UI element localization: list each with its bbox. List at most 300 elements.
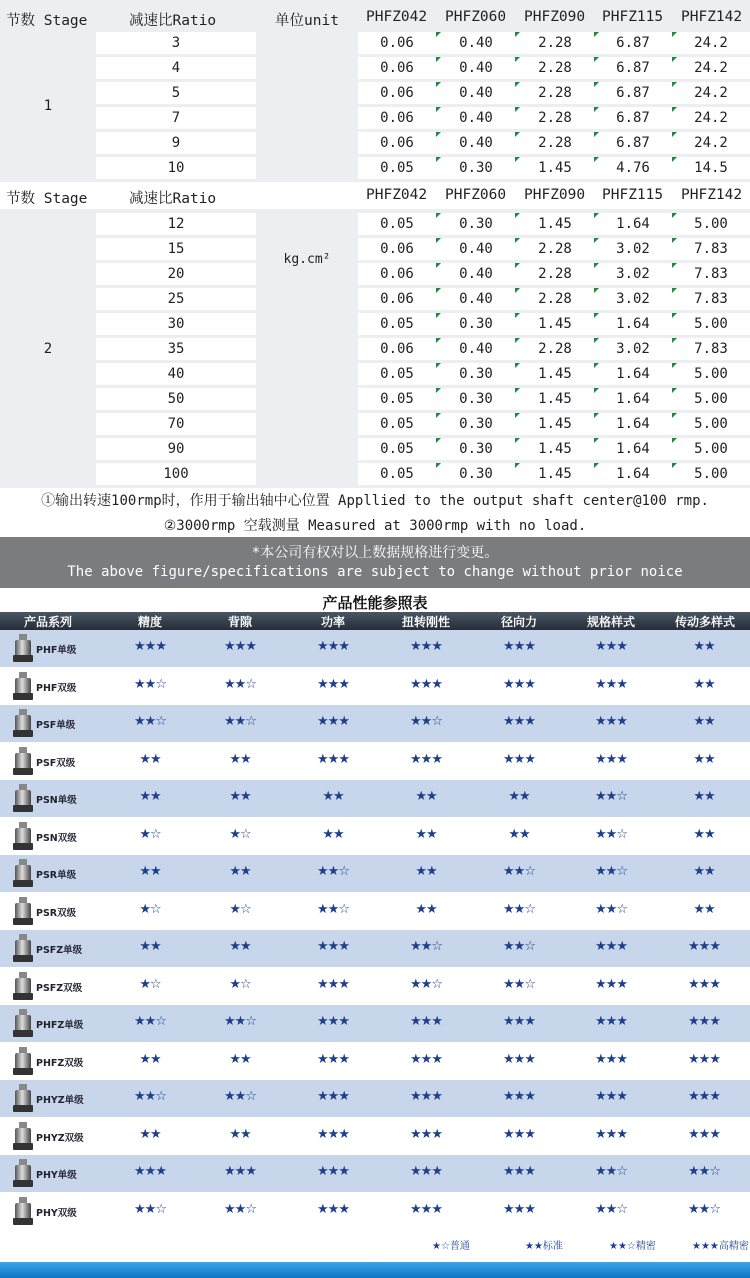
header-model: PHFZ042	[366, 187, 428, 203]
table-row	[0, 238, 750, 260]
cell-marker	[515, 313, 520, 318]
product-name: PSFZ单级	[36, 945, 83, 956]
star-rating: ★★	[139, 1051, 161, 1067]
inertia-value: 1.45	[538, 441, 572, 457]
inertia-value: 3.02	[616, 241, 650, 257]
table-row	[0, 132, 750, 154]
star-rating: ★★★	[688, 1014, 720, 1029]
inertia-value: 1.45	[538, 216, 572, 232]
star-rating: ★★★	[688, 1051, 720, 1067]
star-rating: ★★☆	[503, 976, 535, 992]
star-rating: ★★★	[595, 1014, 627, 1029]
inertia-value: 6.87	[616, 85, 650, 101]
star-rating: ★★★	[503, 1014, 535, 1029]
inertia-value: 2.28	[538, 35, 572, 51]
star-rating: ★★	[415, 789, 437, 804]
star-rating: ★★★	[410, 1051, 442, 1067]
cell-marker	[515, 32, 520, 37]
star-rating: ★★★	[595, 676, 627, 692]
values-cell	[358, 413, 750, 435]
values-cell	[358, 263, 750, 285]
product-row	[0, 1005, 750, 1042]
gearbox-icon	[11, 708, 35, 739]
values-cell	[358, 157, 750, 179]
inertia-value: 0.05	[380, 160, 414, 176]
product-row	[0, 930, 750, 967]
star-rating: ★★★	[410, 751, 442, 767]
legend-item: ★★☆精密	[609, 1241, 656, 1252]
star-rating: ★★★	[410, 1164, 442, 1179]
col-header: 精度	[137, 615, 162, 629]
cell-marker	[515, 338, 520, 343]
star-rating: ★★☆	[317, 901, 349, 917]
cell-marker	[672, 313, 677, 318]
ratio-cell: 50	[96, 388, 256, 410]
header-model: PHFZ090	[524, 9, 586, 25]
star-rating: ★★	[229, 864, 251, 879]
star-rating: ★★☆	[595, 826, 627, 842]
cell-marker	[436, 463, 441, 468]
values-cell	[358, 288, 750, 310]
product-row	[0, 743, 750, 780]
star-rating: ★★★	[595, 939, 627, 954]
cell-marker	[594, 213, 599, 218]
product-name: PSF单级	[36, 720, 76, 731]
cell-marker	[436, 82, 441, 87]
table-row	[0, 213, 750, 235]
star-rating: ★★☆	[134, 1089, 166, 1104]
star-rating: ★★★	[317, 751, 349, 767]
values-cell	[358, 313, 750, 335]
cell-marker	[515, 413, 520, 418]
star-rating: ★☆	[229, 826, 251, 842]
inertia-value: 24.2	[694, 110, 728, 126]
cell-marker	[436, 338, 441, 343]
gearbox-icon	[11, 896, 35, 927]
product-row	[0, 780, 750, 817]
cell-marker	[672, 288, 677, 293]
star-rating: ★★★	[688, 939, 720, 954]
legend-item: ★★标准	[525, 1241, 563, 1252]
star-rating: ★★★	[410, 639, 442, 654]
cell-marker	[436, 57, 441, 62]
inertia-value: 0.06	[380, 60, 414, 76]
star-rating: ★★☆	[410, 976, 442, 992]
inertia-value: 0.06	[380, 110, 414, 126]
cell-marker	[672, 438, 677, 443]
star-rating: ★★★	[317, 676, 349, 692]
header-model: PHFZ142	[681, 9, 743, 25]
inertia-value: 1.45	[538, 316, 572, 332]
star-rating: ★★★	[410, 676, 442, 692]
star-rating: ★★	[322, 826, 344, 842]
ratio-cell: 7	[96, 107, 256, 129]
cell-marker	[436, 388, 441, 393]
star-rating: ★★	[693, 751, 715, 767]
inertia-value: 0.05	[380, 316, 414, 332]
inertia-value: 7.83	[694, 266, 728, 282]
header-stage: 节数 Stage	[6, 13, 88, 29]
inertia-value: 7.83	[694, 291, 728, 307]
inertia-value: 24.2	[694, 135, 728, 151]
values-cell	[358, 463, 750, 485]
table-row	[0, 313, 750, 335]
star-rating: ★★★	[503, 639, 535, 654]
legend-item: ★☆普通	[432, 1241, 470, 1252]
inertia-value: 0.40	[459, 266, 493, 282]
inertia-value: 2.28	[538, 241, 572, 257]
gearbox-icon	[11, 1083, 35, 1114]
star-rating: ★★☆	[317, 864, 349, 879]
cell-marker	[515, 263, 520, 268]
cell-marker	[672, 213, 677, 218]
cell-marker	[515, 57, 520, 62]
product-name: PSFZ双级	[36, 982, 83, 994]
cell-marker	[515, 463, 520, 468]
gearbox-icon	[11, 746, 35, 777]
star-rating: ★★☆	[595, 864, 627, 879]
cell-marker	[672, 157, 677, 162]
star-rating: ★★	[139, 789, 161, 804]
product-row	[0, 1080, 750, 1117]
cell-marker	[594, 338, 599, 343]
star-rating: ★★★	[317, 639, 349, 654]
star-rating: ★★☆	[688, 1164, 720, 1179]
star-rating: ★★☆	[134, 676, 166, 692]
star-rating: ★★☆	[134, 714, 166, 729]
inertia-value: 0.05	[380, 466, 414, 482]
inertia-value: 2.28	[538, 341, 572, 357]
inertia-value: 2.28	[538, 110, 572, 126]
table-row	[0, 288, 750, 310]
table-header-stage1	[0, 6, 750, 31]
gearbox-icon	[11, 671, 35, 702]
legend-item: ★★★高精密	[692, 1241, 749, 1252]
inertia-value: 2.28	[538, 135, 572, 151]
star-rating: ★★★	[595, 1051, 627, 1067]
ratio-cell: 3	[96, 32, 256, 54]
inertia-value: 1.64	[616, 466, 650, 482]
cell-marker	[594, 463, 599, 468]
header-model: PHFZ042	[366, 9, 428, 25]
table-row	[0, 82, 750, 104]
header-stage: 节数 Stage	[6, 191, 88, 207]
star-rating: ★★☆	[595, 901, 627, 917]
product-name: PHFZ单级	[36, 1020, 84, 1031]
cell-marker	[436, 313, 441, 318]
star-rating: ★★	[229, 939, 251, 954]
inertia-value: 1.45	[538, 366, 572, 382]
inertia-value: 1.64	[616, 216, 650, 232]
star-rating: ★★	[139, 751, 161, 767]
inertia-value: 24.2	[694, 85, 728, 101]
ratio-cell: 35	[96, 338, 256, 360]
inertia-value: 0.06	[380, 85, 414, 101]
star-rating: ★☆	[229, 976, 251, 992]
inertia-value: 1.45	[538, 466, 572, 482]
inertia-value: 0.06	[380, 291, 414, 307]
product-row	[0, 1155, 750, 1192]
star-rating: ★★★	[595, 1089, 627, 1104]
header-model: PHFZ060	[445, 187, 507, 203]
ratio-cell: 20	[96, 263, 256, 285]
cell-marker	[515, 438, 520, 443]
product-row	[0, 818, 750, 855]
table-row	[0, 263, 750, 285]
cell-marker	[672, 413, 677, 418]
cell-marker	[672, 363, 677, 368]
inertia-value: 1.64	[616, 416, 650, 432]
unit-value: kg.cm²	[283, 252, 331, 267]
header-model: PHFZ142	[681, 187, 743, 203]
star-rating: ★★	[229, 1126, 251, 1142]
cell-marker	[672, 463, 677, 468]
product-row	[0, 668, 750, 705]
star-rating: ★★☆	[224, 714, 256, 729]
inertia-value: 1.45	[538, 416, 572, 432]
inertia-value: 2.28	[538, 85, 572, 101]
legend	[0, 1237, 750, 1257]
cell-marker	[515, 82, 520, 87]
disclaimer-cn: *本公司有权对以上数据规格进行变更。	[251, 545, 499, 561]
star-rating: ★★★	[595, 714, 627, 729]
product-name: PHF双级	[36, 682, 77, 694]
star-rating: ★★★	[224, 639, 256, 654]
inertia-value: 5.00	[694, 466, 728, 482]
table-header-stage2	[0, 184, 750, 209]
disclaimer-en: The above figure/specifications are subject to change without prior noice	[67, 564, 683, 580]
product-row	[0, 855, 750, 892]
product-row	[0, 1118, 750, 1155]
star-rating: ★☆	[139, 901, 161, 917]
inertia-value: 5.00	[694, 316, 728, 332]
star-rating: ★★	[508, 789, 530, 804]
star-rating: ★★	[693, 789, 715, 804]
gearbox-icon	[11, 1121, 35, 1152]
inertia-value: 3.02	[616, 291, 650, 307]
inertia-value: 0.40	[459, 241, 493, 257]
inertia-value: 0.40	[459, 35, 493, 51]
star-rating: ★★★	[317, 1126, 349, 1142]
col-header: 产品系列	[23, 615, 72, 629]
inertia-value: 0.30	[459, 316, 493, 332]
inertia-value: 4.76	[616, 160, 650, 176]
performance-table	[0, 588, 750, 1278]
star-rating: ★★★	[503, 1201, 535, 1217]
inertia-value: 5.00	[694, 216, 728, 232]
ratio-cell: 90	[96, 438, 256, 460]
cell-marker	[515, 132, 520, 137]
gearbox-icon	[11, 858, 35, 889]
star-rating: ★★☆	[224, 1201, 256, 1217]
ratio-cell: 40	[96, 363, 256, 385]
cell-marker	[436, 157, 441, 162]
star-rating: ★★☆	[688, 1201, 720, 1217]
star-rating: ★★★	[503, 676, 535, 692]
cell-marker	[594, 32, 599, 37]
inertia-value: 3.02	[616, 266, 650, 282]
inertia-value: 0.05	[380, 366, 414, 382]
col-header: 规格样式	[586, 615, 635, 629]
inertia-value: 0.30	[459, 391, 493, 407]
star-rating: ★★★	[595, 639, 627, 654]
cell-marker	[594, 132, 599, 137]
cell-marker	[672, 388, 677, 393]
col-header: 背隙	[227, 615, 252, 629]
gearbox-icon	[11, 633, 35, 664]
cell-marker	[594, 438, 599, 443]
cell-marker	[436, 263, 441, 268]
star-rating: ★★★	[317, 1014, 349, 1029]
inertia-value: 0.06	[380, 135, 414, 151]
star-rating: ★★	[693, 676, 715, 692]
star-rating: ★★	[508, 826, 530, 842]
star-rating: ★★	[139, 1126, 161, 1142]
values-cell	[358, 107, 750, 129]
inertia-value: 1.45	[538, 160, 572, 176]
header-model: PHFZ115	[602, 187, 664, 203]
star-rating: ★★	[415, 864, 437, 879]
product-row	[0, 630, 750, 667]
cell-marker	[594, 263, 599, 268]
inertia-value: 24.2	[694, 35, 728, 51]
col-header: 扭转刚性	[401, 615, 450, 629]
inertia-value: 5.00	[694, 366, 728, 382]
cell-marker	[515, 238, 520, 243]
values-cell	[358, 338, 750, 360]
inertia-value: 1.64	[616, 441, 650, 457]
product-name: PHYZ单级	[36, 1095, 84, 1106]
star-rating: ★★★	[410, 1014, 442, 1029]
product-name: PSF双级	[36, 757, 76, 769]
cell-marker	[515, 363, 520, 368]
stage1-label: 1	[43, 98, 53, 114]
star-rating: ★★	[229, 789, 251, 804]
product-name: PHF单级	[36, 645, 77, 656]
star-rating: ★★★	[410, 1089, 442, 1104]
table-row	[0, 388, 750, 410]
cell-marker	[436, 438, 441, 443]
values-cell	[358, 132, 750, 154]
star-rating: ★★★	[688, 976, 720, 992]
header-model: PHFZ090	[524, 187, 586, 203]
star-rating: ★★	[415, 901, 437, 917]
gearbox-icon	[11, 1196, 35, 1227]
product-row	[0, 1043, 750, 1080]
star-rating: ★★	[693, 901, 715, 917]
gearbox-icon	[11, 783, 35, 814]
table-row	[0, 438, 750, 460]
star-rating: ★★★	[503, 1164, 535, 1179]
cell-marker	[436, 238, 441, 243]
star-rating: ★★☆	[134, 1201, 166, 1217]
star-rating: ★☆	[139, 826, 161, 842]
inertia-value: 7.83	[694, 341, 728, 357]
star-rating: ★★★	[317, 1051, 349, 1067]
header-model: PHFZ060	[445, 9, 507, 25]
values-cell	[358, 238, 750, 260]
cell-marker	[436, 32, 441, 37]
product-name: PSR双级	[36, 907, 77, 919]
header-model: PHFZ115	[602, 9, 664, 25]
table-row	[0, 463, 750, 485]
inertia-value: 6.87	[616, 35, 650, 51]
note-2: ②3000rmp 空载测量 Measured at 3000rmp with no load.	[163, 518, 587, 534]
cell-marker	[594, 107, 599, 112]
star-rating: ★★★	[317, 714, 349, 729]
table-row	[0, 363, 750, 385]
table-row	[0, 157, 750, 179]
note-1: ①输出转速100rmp时，作用于输出轴中心位置 Appllied to the output shaft center@100 rmp.	[41, 493, 709, 509]
inertia-value: 0.06	[380, 35, 414, 51]
gearbox-icon	[11, 1158, 35, 1189]
gearbox-icon	[11, 1046, 35, 1077]
ratio-cell: 25	[96, 288, 256, 310]
inertia-value: 0.30	[459, 466, 493, 482]
star-rating: ★★	[415, 826, 437, 842]
inertia-value: 0.40	[459, 85, 493, 101]
cell-marker	[515, 388, 520, 393]
cell-marker	[672, 82, 677, 87]
ratio-cell: 100	[96, 463, 256, 485]
cell-marker	[436, 363, 441, 368]
star-rating: ★★★	[503, 1089, 535, 1104]
col-header: 功率	[320, 615, 345, 629]
star-rating: ★★	[693, 864, 715, 879]
inertia-value: 1.64	[616, 391, 650, 407]
star-rating: ★★★	[317, 939, 349, 954]
header-unit: 单位unit	[275, 13, 339, 29]
inertia-value: 0.30	[459, 216, 493, 232]
star-rating: ★★☆	[224, 1014, 256, 1029]
values-cell	[358, 363, 750, 385]
inertia-value: 2.28	[538, 291, 572, 307]
star-rating: ★★★	[595, 751, 627, 767]
inertia-value: 0.40	[459, 60, 493, 76]
inertia-value: 0.40	[459, 135, 493, 151]
product-row	[0, 968, 750, 1005]
star-rating: ★★☆	[503, 901, 535, 917]
table-row	[0, 57, 750, 79]
cell-marker	[672, 57, 677, 62]
cell-marker	[672, 132, 677, 137]
star-rating: ★★★	[688, 1089, 720, 1104]
performance-header	[0, 612, 750, 630]
star-rating: ★★☆	[503, 939, 535, 954]
ratio-cell: 70	[96, 413, 256, 435]
star-rating: ★★☆	[595, 789, 627, 804]
col-header: 传动多样式	[674, 615, 735, 629]
inertia-value: 0.06	[380, 241, 414, 257]
inertia-value: 0.40	[459, 110, 493, 126]
star-rating: ★★★	[503, 1051, 535, 1067]
star-rating: ★★★	[595, 1126, 627, 1142]
values-cell	[358, 213, 750, 235]
table-row	[0, 338, 750, 360]
values-cell	[358, 388, 750, 410]
cell-marker	[594, 288, 599, 293]
inertia-value: 1.64	[616, 366, 650, 382]
gearbox-icon	[11, 933, 35, 964]
values-cell	[358, 57, 750, 79]
inertia-value: 5.00	[694, 391, 728, 407]
product-name: PHFZ双级	[36, 1057, 84, 1069]
inertia-value: 5.00	[694, 441, 728, 457]
product-name: PHY双级	[36, 1207, 77, 1219]
star-rating: ★★★	[595, 976, 627, 992]
gearbox-icon	[11, 971, 35, 1002]
stage2-label: 2	[43, 341, 53, 357]
